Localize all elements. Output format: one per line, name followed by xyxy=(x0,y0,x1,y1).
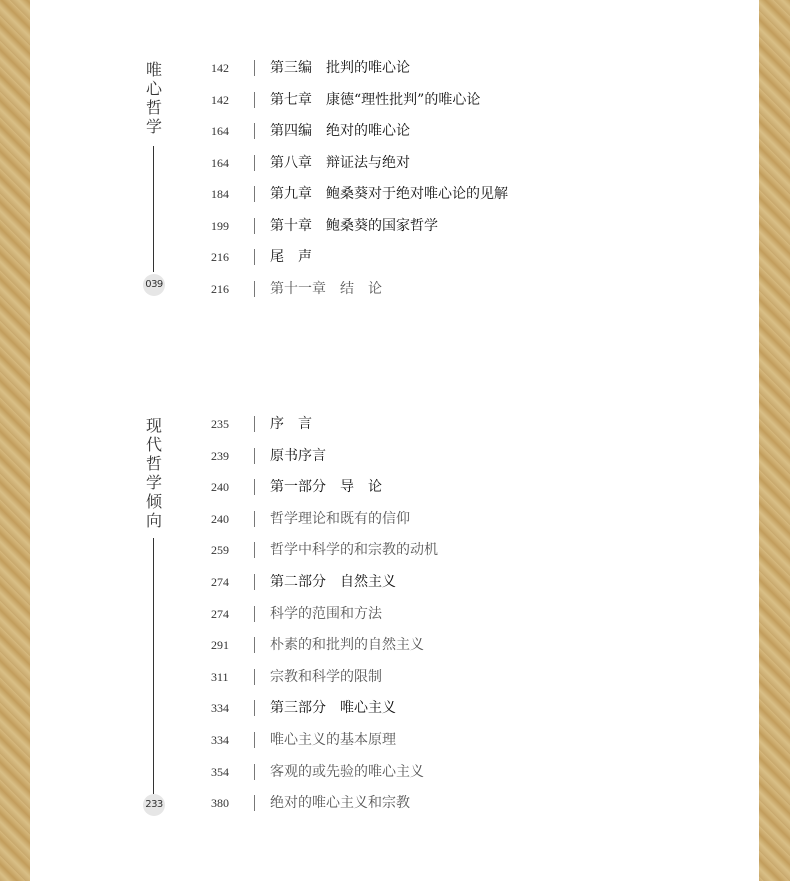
left-decorative-border xyxy=(0,0,30,881)
section-page-number: 233 xyxy=(143,794,165,816)
toc-entry-title: 绝对的唯心主义和宗教 xyxy=(270,795,410,812)
toc-entry-separator xyxy=(254,795,255,811)
toc-entry-separator xyxy=(254,606,255,622)
toc-entry[interactable] xyxy=(30,58,759,78)
section-title-char: 哲 xyxy=(145,98,162,117)
toc-entry-page-number: 240 xyxy=(211,480,229,495)
toc-entry-title: 第八章 辩证法与绝对 xyxy=(270,154,410,171)
toc-entry-title: 第九章 鲍桑葵对于绝对唯心论的见解 xyxy=(270,186,508,202)
toc-entry-title: 第四编 绝对的唯心论 xyxy=(270,123,410,139)
toc-entry-page-number: 235 xyxy=(211,417,229,431)
toc-entry-separator xyxy=(254,637,255,653)
toc-entry[interactable] xyxy=(30,698,759,718)
toc-entry-page-number: 274 xyxy=(211,606,229,621)
toc-entry-title: 原书序言 xyxy=(270,447,326,464)
toc-entry-page-number: 380 xyxy=(211,796,229,811)
section-title-char: 唯 xyxy=(145,60,162,79)
toc-entry-separator xyxy=(254,764,255,780)
toc-entry-title: 第十一章 结 论 xyxy=(270,280,382,297)
toc-entry[interactable] xyxy=(30,509,759,529)
toc-entry-separator xyxy=(254,281,255,297)
toc-entry[interactable] xyxy=(30,414,759,434)
toc-entry-separator xyxy=(254,700,255,716)
toc-entry[interactable] xyxy=(30,153,759,173)
toc-entry[interactable] xyxy=(30,279,759,299)
toc-entry-page-number: 259 xyxy=(211,543,229,558)
toc-entry-title: 第三部分 唯心主义 xyxy=(270,700,396,717)
toc-entry[interactable] xyxy=(30,446,759,466)
toc-entry-page-number: 199 xyxy=(211,218,229,233)
toc-entry[interactable] xyxy=(30,635,759,655)
toc-entry-page-number: 184 xyxy=(211,187,229,201)
toc-entry[interactable] xyxy=(30,247,759,267)
toc-entry-separator xyxy=(254,542,255,558)
toc-entry-separator xyxy=(254,732,255,748)
toc-entry-title: 第十章 鲍桑葵的国家哲学 xyxy=(270,217,438,234)
toc-entry-separator xyxy=(254,92,255,108)
toc-entry[interactable] xyxy=(30,730,759,750)
section-page-number: 039 xyxy=(143,274,165,296)
toc-entry-separator xyxy=(254,416,255,432)
toc-page xyxy=(30,0,759,881)
toc-entry[interactable] xyxy=(30,540,759,560)
section-title-char: 学 xyxy=(145,473,162,492)
toc-entry-page-number: 274 xyxy=(211,575,229,589)
toc-entry[interactable] xyxy=(30,121,759,141)
toc-entry-title: 第二部分 自然主义 xyxy=(270,574,396,590)
toc-entry-page-number: 240 xyxy=(211,511,229,526)
section-title-char: 代 xyxy=(145,435,162,454)
toc-entry-page-number: 164 xyxy=(211,124,229,138)
toc-entry-separator xyxy=(254,123,255,139)
toc-entry[interactable] xyxy=(30,762,759,782)
toc-entry[interactable] xyxy=(30,90,759,110)
toc-entry-page-number: 334 xyxy=(211,733,229,747)
toc-entry-separator xyxy=(254,155,255,171)
toc-entry-page-number: 239 xyxy=(211,448,229,463)
toc-entry-title: 客观的或先验的唯心主义 xyxy=(270,763,424,780)
section-title-char: 哲 xyxy=(145,454,162,473)
toc-entry[interactable] xyxy=(30,667,759,687)
toc-entry-page-number: 291 xyxy=(211,638,229,653)
toc-entry[interactable] xyxy=(30,604,759,624)
section-title-char: 学 xyxy=(145,117,162,136)
toc-entry-page-number: 334 xyxy=(211,701,229,716)
toc-entry-title: 尾 声 xyxy=(270,249,312,265)
toc-entry-title: 朴素的和批判的自然主义 xyxy=(270,637,424,654)
toc-entry-page-number: 164 xyxy=(211,155,229,170)
toc-entry[interactable] xyxy=(30,572,759,592)
toc-entry-page-number: 142 xyxy=(211,92,229,107)
toc-entry-separator xyxy=(254,218,255,234)
toc-entry[interactable] xyxy=(30,477,759,497)
section-title-char: 现 xyxy=(145,416,162,435)
section-title-char: 心 xyxy=(145,79,162,98)
toc-entry-separator xyxy=(254,479,255,495)
section-title-char: 向 xyxy=(145,511,162,530)
toc-entry-page-number: 354 xyxy=(211,764,229,779)
toc-entry[interactable] xyxy=(30,184,759,204)
toc-entry-title: 第三编 批判的唯心论 xyxy=(270,60,410,76)
toc-entry-title: 第一部分 导 论 xyxy=(270,479,382,496)
toc-entry-title: 序 言 xyxy=(270,416,312,432)
toc-entry-separator xyxy=(254,448,255,464)
toc-entry-separator xyxy=(254,511,255,527)
toc-entry-separator xyxy=(254,669,255,685)
toc-entry[interactable] xyxy=(30,793,759,813)
toc-entry-separator xyxy=(254,574,255,590)
right-decorative-border xyxy=(759,0,790,881)
toc-entry-title: 宗教和科学的限制 xyxy=(270,668,382,685)
toc-entry-page-number: 216 xyxy=(211,281,229,296)
toc-entry-separator xyxy=(254,249,255,265)
toc-entry[interactable] xyxy=(30,216,759,236)
toc-entry-separator xyxy=(254,60,255,76)
toc-entry-separator xyxy=(254,186,255,202)
toc-entry-title: 哲学理论和既有的信仰 xyxy=(270,510,410,527)
toc-entry-title: 第七章 康德“理性批判”的唯心论 xyxy=(270,91,481,108)
toc-entry-page-number: 216 xyxy=(211,250,229,264)
section-title-char: 倾 xyxy=(145,492,162,511)
toc-entry-title: 唯心主义的基本原理 xyxy=(270,732,396,748)
toc-entry-title: 科学的范围和方法 xyxy=(270,605,382,622)
toc-entry-page-number: 142 xyxy=(211,61,229,75)
toc-entry-page-number: 311 xyxy=(211,669,229,684)
toc-entry-title: 哲学中科学的和宗教的动机 xyxy=(270,542,438,559)
